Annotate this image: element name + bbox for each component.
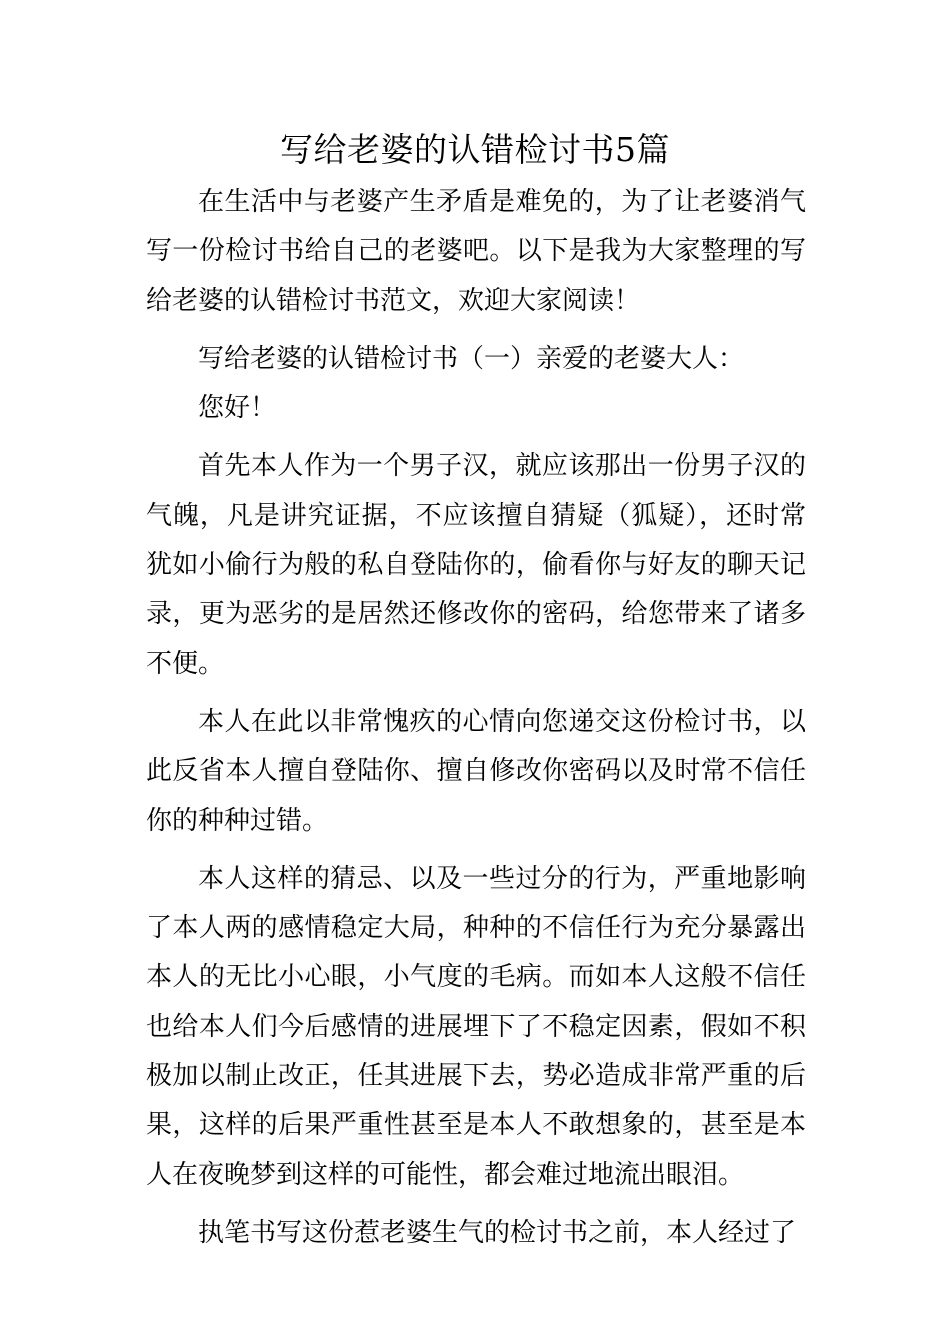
paragraph-body-2: 本人在此以非常愧疚的心情向您递交这份检讨书，以此反省本人擅自登陆你、擅自修改你密码以及时常不信任你的种种过错。 <box>146 706 806 836</box>
paragraph-intro: 在生活中与老婆产生矛盾是难免的，为了让老婆消气写一份检讨书给自己的老婆吧。以下是我为大家整理的写给老婆的认错检讨书范文，欢迎大家阅读！ <box>146 187 806 316</box>
paragraph-body-3: 本人这样的猜忌、以及一些过分的行为，严重地影响了本人两的感情稳定大局，种种的不信任行为充分暴露出本人的无比小心眼，小气度的毛病。而如本人这般不信任也给本人们今后感情的进展埋下了不稳定因素，假如不积极加以制止改正，任其进展下去，势必造成非常严重的后果，这样的后果严重性甚至是本人不敢想象的，甚至是本人在夜晚梦到这样的可能性，都会难过地流出眼泪。 <box>146 863 806 1190</box>
document-body <box>146 178 806 1258</box>
paragraph-letter-heading: 写给老婆的认错检讨书（一）亲爱的老婆大人： <box>198 343 745 374</box>
paragraph-body-4: 执笔书写这份惹老婆生气的检讨书之前，本人经过了 <box>198 1217 797 1248</box>
document-title: 写给老婆的认错检讨书5篇 <box>280 130 670 169</box>
paragraph-body-1: 首先本人作为一个男子汉，就应该那出一份男子汉的气魄，凡是讲究证据，不应该擅自猜疑（狐疑），还时常犹如小偷行为般的私自登陆你的，偷看你与好友的聊天记录，更为恶劣的是居然还修改你的密码，给您带来了诸多不便。 <box>146 451 806 679</box>
paragraph-greeting: 您好！ <box>198 393 277 424</box>
